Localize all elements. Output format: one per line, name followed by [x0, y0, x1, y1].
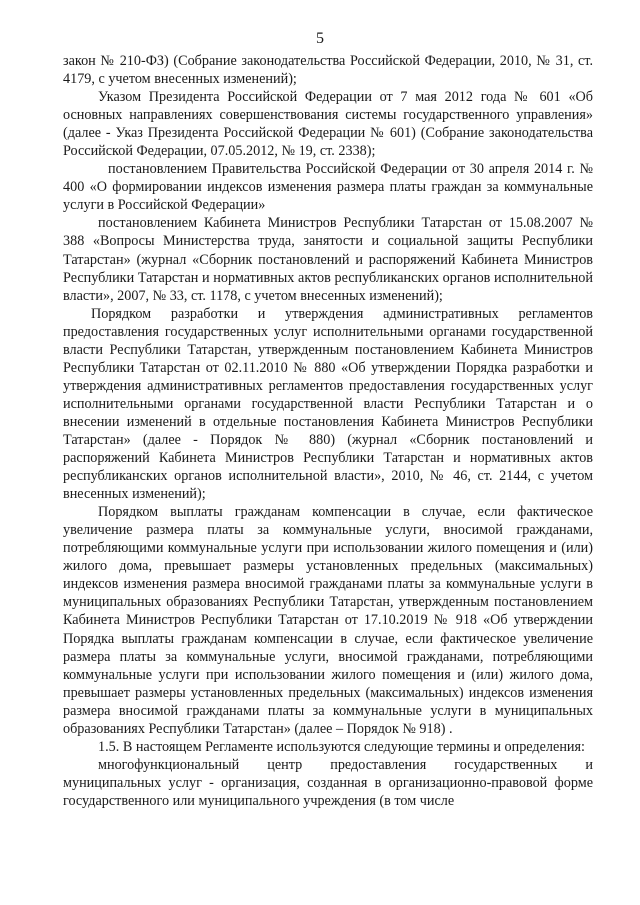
page-number: 5: [316, 30, 324, 47]
paragraph-resolution-400: постановлением Правительства Российской Федерации от 30 апреля 2014 г. № 400 «О формировании индексов изменения размера платы граждан за коммунальные услуги в Российской Федерации»: [63, 161, 593, 214]
paragraph-mfc-definition: многофункциональный центр предоставления государственных и муниципальных услуг - организация, созданная в организационно-правовой форме государственного или муниципального учреждения (в том числе: [63, 756, 593, 809]
paragraph-order-918: Порядком выплаты гражданам компенсации в случае, если фактическое увеличение размера платы за коммунальные услуги, вносимой гражданами, потребляющими коммунальные услуги при использовании жилого помещения и (или) жилого дома, превышает размеры установленных предельных (максимальных) индексов изменения размера вносимой гражданами платы за коммунальные услуги в муниципальных образованиях Республики Татарстан, утвержденным постановлением Кабинета Министров Республики Татарстан от 17.10.2019 № 918 «Об утверждении Порядка выплаты гражданам компенсации в случае, если фактическое увеличение размера платы за коммунальные услуги, вносимой гражданами, потребляющими коммунальные услуги при использовании жилого помещения и (или) жилого дома, превышает размеры установленных предельных (максимальных) индексов изменения размера вносимой гражданами платы за коммунальные услуги в муниципальных образованиях Республики Татарстан» (далее – Порядок № 918) .: [63, 504, 593, 737]
paragraph-law-210: закон № 210-ФЗ) (Собрание законодательства Российской Федерации, 2010, № 31, ст. 4179, с учетом внесенных изменений);: [63, 53, 593, 88]
paragraph-resolution-388: постановлением Кабинета Министров Республики Татарстан от 15.08.2007 № 388 «Вопросы Министерства труда, занятости и социальной защиты Республики Татарстан» (журнал «Сборник постановлений и распоряжений Кабинета Министров Республики Татарстан и нормативных актов республиканских органов исполнительной власти», 2007, № 33, ст. 1178, с учетом внесенных изменений);: [63, 215, 593, 304]
paragraph-order-880: Порядком разработки и утверждения административных регламентов предоставления государственных услуг исполнительными органами государственной власти Республики Татарстан, утвержденным постановлением Кабинета Министров Республики Татарстан от 02.11.2010 № 880 «Об утверждении Порядка разработки и утверждения административных регламентов предоставления государственных услуг исполнительными органами государственной власти Республики Татарстан и о внесении изменений в отдельные постановления Кабинета Министров Республики Татарстан» (далее - Порядок № 880) (журнал «Сборник постановлений и распоряжений Кабинета Министров Республики Татарстан и нормативных актов республиканских органов исполнительной власти», 2010, № 46, ст. 2144, с учетом внесенных изменений);: [63, 305, 593, 503]
paragraph-decree-601: Указом Президента Российской Федерации от 7 мая 2012 года № 601 «Об основных направлениях совершенствования системы государственного управления» (далее - Указ Президента Российской Федерации № 601) (Собрание законодательства Российской Федерации, 07.05.2012, № 19, ст. 2338);: [63, 89, 593, 160]
paragraph-terms-intro: 1.5. В настоящем Регламенте используются следующие термины и определения:: [98, 738, 585, 755]
document-body: [63, 52, 593, 810]
